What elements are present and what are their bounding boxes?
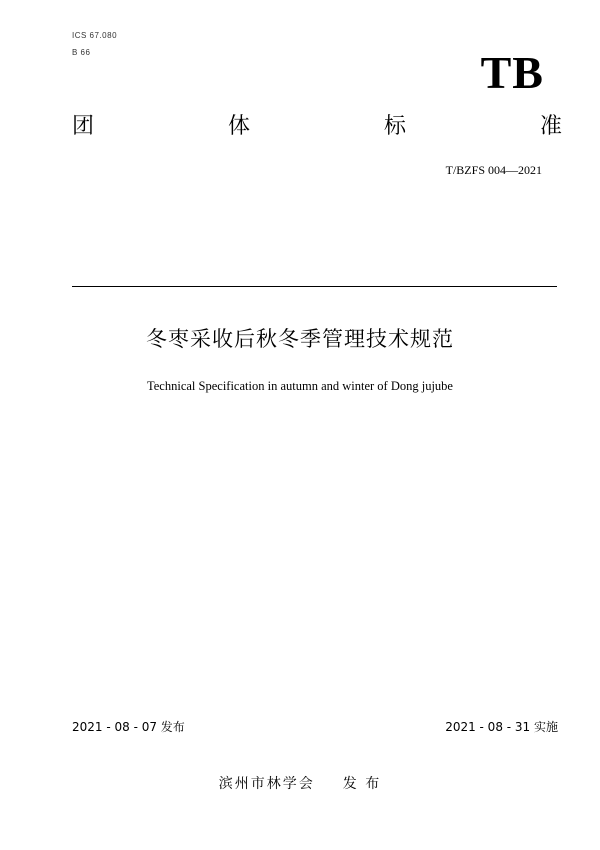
issue-date: 2021 - 08 - 07 发布 xyxy=(72,720,185,734)
tb-logo: TB xyxy=(480,47,544,98)
implementation-date: 2021 - 08 - 31 实施 xyxy=(445,720,558,734)
standard-type-char-3: 标 xyxy=(383,114,406,139)
publisher xyxy=(0,773,600,793)
ics-code: ICS 67.080 xyxy=(72,31,118,40)
title-chinese: 冬枣采收后秋冬季管理技术规范 xyxy=(146,327,454,351)
publisher-action: 发 布 xyxy=(342,776,382,792)
publisher-name: 滨州市林学会 xyxy=(218,776,315,792)
divider-line xyxy=(72,286,557,287)
standard-type-char-1: 团 xyxy=(72,114,95,139)
standard-number: T/BZFS 004—2021 xyxy=(445,163,542,177)
title-english: Technical Specification in autumn and winter of Dong jujube xyxy=(147,379,453,393)
standard-type xyxy=(72,116,562,138)
standard-type-char-4: 准 xyxy=(539,114,562,139)
standard-type-char-2: 体 xyxy=(227,114,250,139)
ccs-code: B 66 xyxy=(72,48,91,57)
